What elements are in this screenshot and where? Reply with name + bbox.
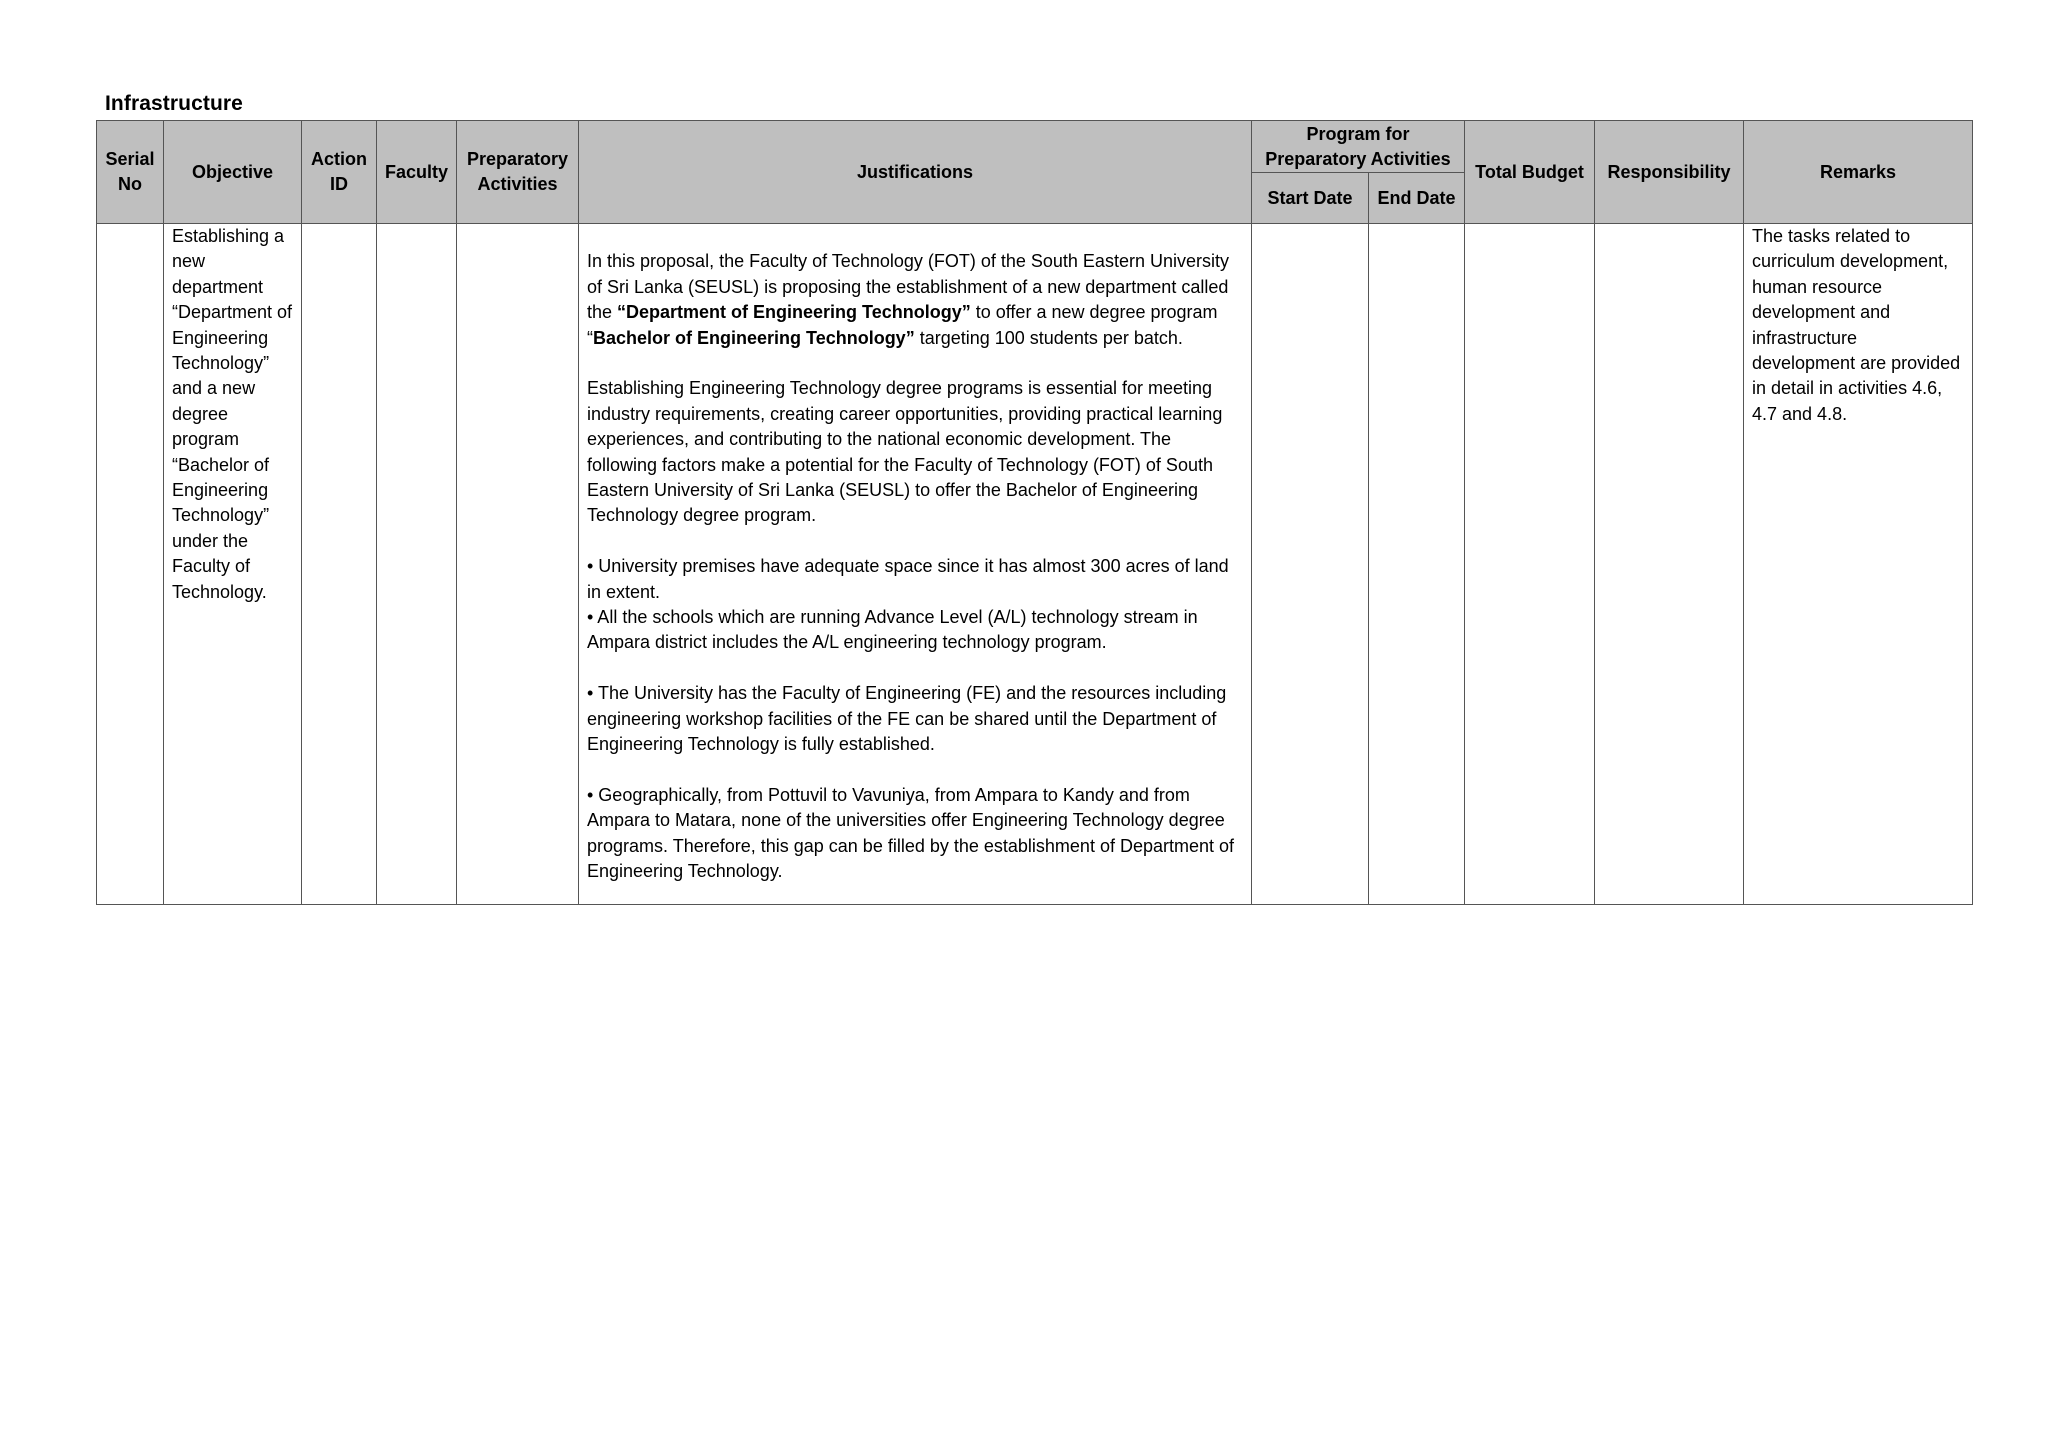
header-row: [97, 121, 1973, 173]
justification-paragraph-1: [587, 249, 1243, 351]
cell-remarks: The tasks related to curriculum development, human resource development and infrastructure development are provided in detail in activities 4.6, 4.7 and 4.8.: [1744, 224, 1973, 905]
cell-start-date: [1252, 224, 1369, 905]
header-remarks: Remarks: [1744, 121, 1973, 224]
header-justifications: Justifications: [579, 121, 1252, 224]
cell-faculty: [377, 224, 457, 905]
justification-bullet-1: • University premises have adequate space since it has almost 300 acres of land in extent.: [587, 556, 1229, 602]
header-responsibility: Responsibility: [1595, 121, 1744, 224]
justification-bullet-4: • Geographically, from Pottuvil to Vavuniya, from Ampara to Kandy and from Ampara to Matara, none of the universities offer Engineering Technology degree programs. Therefore, this gap can be filled by the establishment of Department of Engineering Technology.: [587, 784, 1235, 882]
cell-serial-no: [97, 224, 164, 905]
cell-total-budget: [1465, 224, 1595, 905]
cell-end-date: [1369, 224, 1465, 905]
justification-bold-department: “Department of Engineering Technology”: [617, 302, 971, 323]
header-preparatory-activities: Preparatory Activities: [457, 121, 579, 224]
header-end-date: End Date: [1369, 173, 1465, 224]
justification-text: to offer a new degree program “: [587, 302, 1218, 348]
header-objective: Objective: [164, 121, 302, 224]
justification-paragraph-2: Establishing Engineering Technology degree programs is essential for meeting industry requirements, creating career opportunities, providing practical learning experiences, and contributing to the national economic development. The following factors make a potential for the Faculty of Technology (FOT) of South Eastern University of Sri Lanka (SEUSL) to offer the Bachelor of Engineering Technology degree program.: [587, 378, 1223, 526]
cell-responsibility: [1595, 224, 1744, 905]
header-faculty: Faculty: [377, 121, 457, 224]
infrastructure-table: [96, 120, 1973, 905]
justification-text: targeting 100 students per batch.: [914, 327, 1183, 348]
justification-bullet-3: • The University has the Faculty of Engineering (FE) and the resources including engineering workshop facilities of the FE can be shared until the Department of Engineering Technology is fully established.: [587, 683, 1227, 755]
cell-justifications: [579, 224, 1252, 905]
header-total-budget: Total Budget: [1465, 121, 1595, 224]
header-action-id: Action ID: [302, 121, 377, 224]
section-title: Infrastructure: [105, 92, 243, 115]
header-program-group: Program for Preparatory Activities: [1252, 121, 1465, 173]
cell-objective: Establishing a new department “Department of Engineering Technology” and a new degree program “Bachelor of Engineering Technology” under the Faculty of Technology.: [164, 224, 302, 905]
cell-preparatory-activities: [457, 224, 579, 905]
header-serial-no: Serial No: [97, 121, 164, 224]
justification-bullet-2: • All the schools which are running Advance Level (A/L) technology stream in Ampara district includes the A/L engineering technology program.: [587, 607, 1198, 653]
table-row: [97, 224, 1973, 905]
cell-action-id: [302, 224, 377, 905]
header-start-date: Start Date: [1252, 173, 1369, 224]
justification-bold-degree: Bachelor of Engineering Technology”: [593, 327, 915, 348]
justification-text: In this proposal, the Faculty of Technology (FOT) of the South Eastern University of Sri Lanka (SEUSL) is proposing the establishment of a new department called the: [587, 251, 1229, 323]
